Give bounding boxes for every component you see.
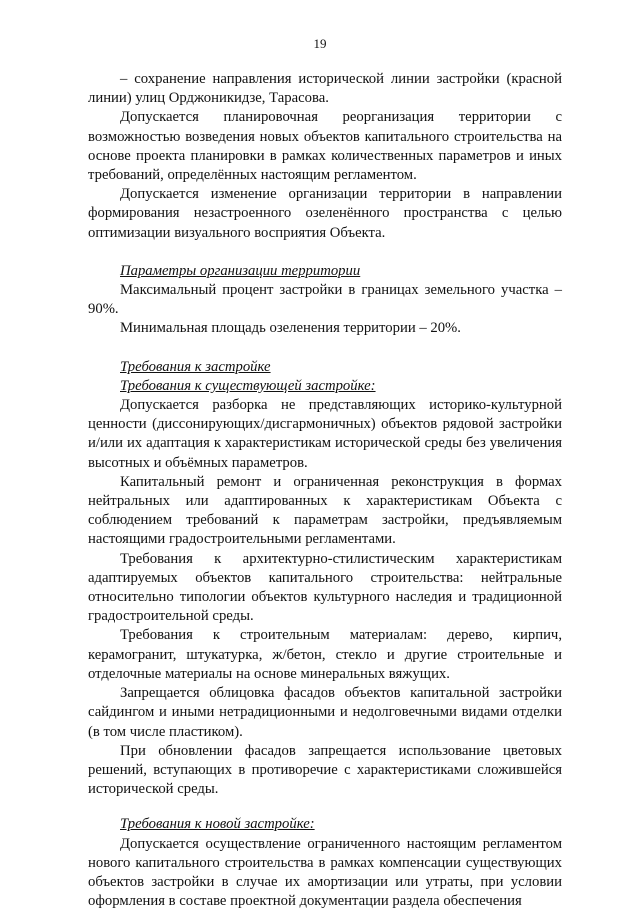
page-number: 19 [313,36,327,51]
param-min-greening-area: Минимальная площадь озеленения территории – 20%. [120,320,461,337]
subheading-existing-buildings: Требования к существующей застройке: [120,377,376,394]
paragraph-facade-colors: При обновлении фасадов запрещается использование цветовых решений, вступающих в противоречие с характеристиками сложившейся исторической среды. [88,742,562,798]
paragraph-red-line: – сохранение направления исторической линии застройки (красной линии) улиц Орджоникидзе, Тарасова. [88,71,562,107]
paragraph-green-space: Допускается изменение организации территории в направлении формирования незастроенного озеленённого пространства с целью оптимизации визуального восприятия Объекта. [88,186,562,241]
param-max-building-percent: Максимальный процент застройки в границах земельного участка – 90%. [88,282,562,318]
paragraph-repair: Капитальный ремонт и ограниченная реконструкция в формах нейтральных или адаптированных к характеристикам Объекта с соблюдением требований к параметрам застройки, предъявляемым настоящими градостроительными регламентами. [88,473,562,548]
paragraph-reorganization: Допускается планировочная реорганизация территории с возможностью возведения новых объектов капитального строительства на основе проекта планировки в рамках количественных параметров и иных требований, определённых настоящим регламентом. [88,109,562,184]
paragraph-demolition: Допускается разборка не представляющих историко-культурной ценности (диссонирующих/дисгармоничных) объектов рядовой застройки и/или их адаптация к характеристикам исторической среды без увеличения высотных и объёмных параметров. [88,397,562,471]
heading-territory-parameters: Параметры организации территории [120,262,361,279]
heading-building-requirements: Требования к застройке [120,358,271,375]
paragraph-new-construction: Допускается осуществление ограниченного настоящим регламентом нового капитального строительства в рамках компенсации существующих объектов застройки в случае их амортизации или утраты, при условии оформления в составе проектной документации раздела обеспечения [88,835,562,910]
paragraph-materials: Требования к строительным материалам: дерево, кирпич, керамогранит, штукатурка, ж/бетон, стекло и другие строительные и отделочные материалы на основе минеральных вяжущих. [88,627,562,682]
subheading-new-buildings: Требования к новой застройке: [120,816,315,833]
paragraph-cladding-ban: Запрещается облицовка фасадов объектов капитальной застройки сайдингом и иными нетрадиционными и недолговечными видами отделки (в том числе пластиком). [88,685,562,740]
document-body [88,70,562,911]
paragraph-style: Требования к архитектурно-стилистическим характеристикам адаптируемых объектов капитального строительства: нейтральные относительно типологии объектов культурного наследия и традиционной градостроительной среды. [88,550,562,625]
